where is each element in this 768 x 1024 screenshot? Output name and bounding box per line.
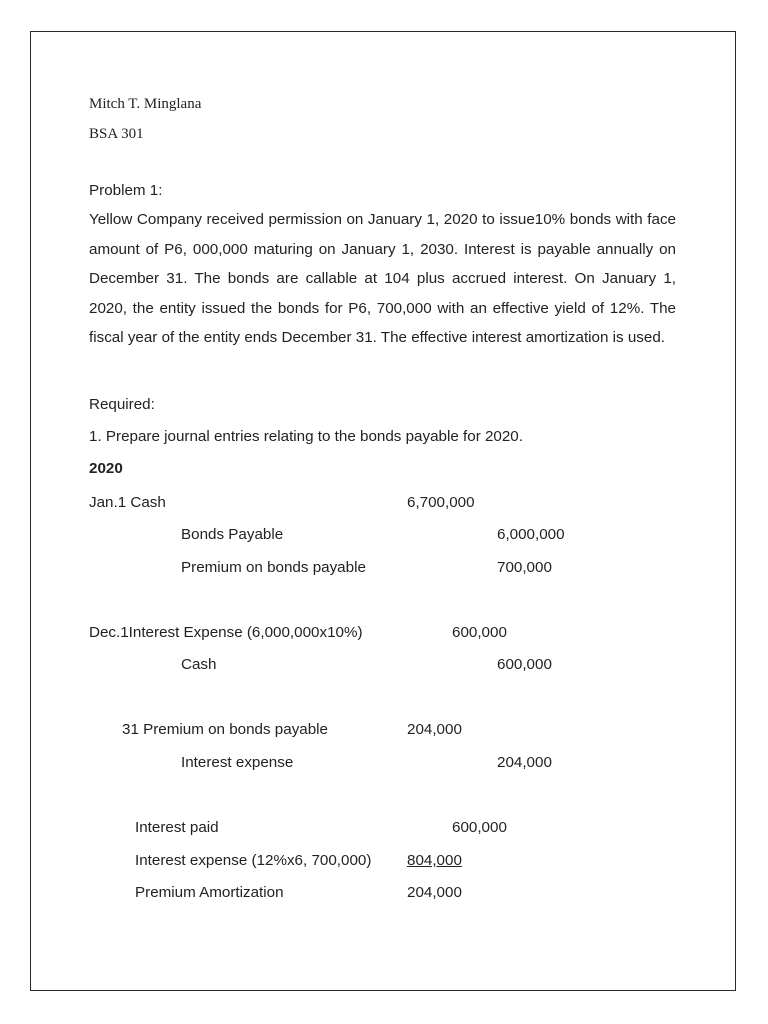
student-name: Mitch T. Minglana bbox=[89, 96, 202, 112]
interest-expense-label: Interest expense (12%x6, 700,000) bbox=[135, 852, 372, 869]
dec31-debit-amount: 204,000 bbox=[407, 721, 462, 738]
premium-amortization-label: Premium Amortization bbox=[135, 884, 284, 901]
dec1-credit-account: Cash bbox=[181, 656, 217, 673]
interest-expense-amount: 804,000 bbox=[407, 852, 462, 869]
dec31-credit-account: Interest expense bbox=[181, 754, 294, 771]
jan1-credit-account-1: Bonds Payable bbox=[181, 526, 284, 543]
problem-text: Yellow Company received permission on January 1, 2020 to issue10% bonds with face amount of P6, 000,000 maturing on January 1, 2030. Interest is payable annually on December 31. The bonds are callable at 104 plus accrued interest. On January 1, 2020, the entity issued the bonds for P6, 700,000 with an effective yield of 12%. The fiscal year of the entity ends December 31. The effective interest amortization is used. bbox=[89, 211, 676, 347]
dec1-debit-amount: 600,000 bbox=[452, 624, 507, 641]
dec31-credit-amount: 204,000 bbox=[497, 754, 552, 771]
jan1-debit-amount: 6,700,000 bbox=[407, 494, 475, 511]
student-section: BSA 301 bbox=[89, 126, 144, 142]
jan1-credit-amount-1: 6,000,000 bbox=[497, 526, 565, 543]
jan1-debit-account: Jan.1 Cash bbox=[89, 494, 166, 511]
dec1-credit-amount: 600,000 bbox=[497, 656, 552, 673]
year-heading: 2020 bbox=[89, 460, 123, 477]
dec1-debit-account: Dec.1Interest Expense (6,000,000x10%) bbox=[89, 624, 363, 641]
interest-paid-amount: 600,000 bbox=[452, 819, 507, 836]
interest-paid-label: Interest paid bbox=[135, 819, 219, 836]
required-label: Required: bbox=[89, 396, 155, 413]
premium-amortization-amount: 204,000 bbox=[407, 884, 462, 901]
required-item-1: 1. Prepare journal entries relating to the bonds payable for 2020. bbox=[89, 428, 523, 445]
jan1-credit-amount-2: 700,000 bbox=[497, 559, 552, 576]
dec31-debit-account: 31 Premium on bonds payable bbox=[122, 721, 329, 738]
jan1-credit-account-2: Premium on bonds payable bbox=[181, 559, 366, 576]
problem-heading: Problem 1: bbox=[89, 182, 163, 199]
